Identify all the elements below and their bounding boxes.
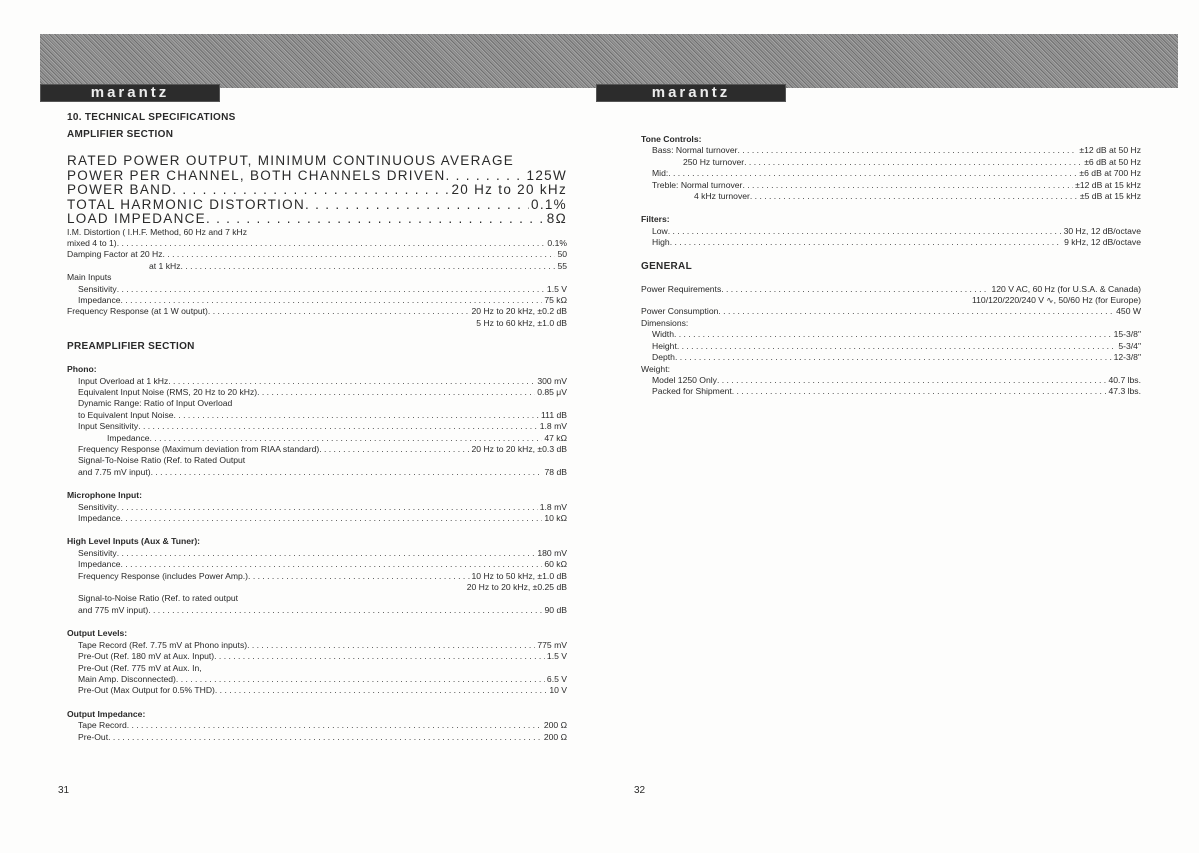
treble-normal-row: Treble: Normal turnover . . . ±12 dB at 15 kHz: [641, 180, 1141, 191]
phono-snr-line1: Signal-To-Noise Ratio (Ref. to Rated Output: [78, 455, 246, 466]
power-band-row: POWER BAND . . . 20 Hz to 20 kHz: [67, 183, 567, 198]
weight-label: Weight:: [641, 363, 670, 374]
shipping-weight-row: Packed for Shipment . . . 47.3 lbs.: [641, 386, 1141, 397]
output-impedance-label: Output Impedance:: [67, 708, 146, 719]
height-row: Height . . . 5-3/4": [641, 341, 1141, 352]
high-impedance-row: Impedance . . . 60 kΩ: [67, 559, 567, 570]
power-requirements-row: Power Requirements . . . 120 V AC, 60 Hz (for U.S.A. & Canada): [641, 284, 1141, 295]
im-distortion-row: mixed 4 to 1) . . . 0.1%: [67, 238, 567, 249]
page-number-left: 31: [58, 785, 70, 796]
phono-sensitivity-row: Input Sensitivity . . . 1.8 mV: [67, 421, 567, 432]
brand-logo-left: marantz: [40, 84, 220, 102]
low-filter-row: Low . . . 30 Hz, 12 dB/octave: [641, 226, 1141, 237]
high-snr-line1: Signal-to-Noise Ratio (Ref. to rated output: [78, 593, 239, 604]
amplifier-section-title: AMPLIFIER SECTION: [67, 129, 174, 140]
preout-aux-row: Pre-Out (Ref. 180 mV at Aux. Input) . . . 1.5 V: [67, 651, 567, 662]
high-snr-row: and 775 mV input) . . . 90 dB: [67, 605, 567, 616]
microphone-label: Microphone Input:: [67, 490, 142, 501]
mic-sensitivity-row: Sensitivity . . . 1.8 mV: [67, 502, 567, 513]
rated-power-row: POWER PER CHANNEL, BOTH CHANNELS DRIVEN . . . 125W: [67, 169, 567, 184]
page-number-right: 32: [634, 785, 646, 796]
oi-preout-row: Pre-Out . . . 200 Ω: [67, 732, 567, 743]
high-filter-row: High . . . 9 kHz, 12 dB/octave: [641, 237, 1141, 248]
frequency-response-line2: 5 Hz to 60 kHz, ±1.0 dB: [476, 317, 567, 328]
damping-20hz-row: Damping Factor at 20 Hz . . . 50: [67, 249, 567, 260]
frequency-response-row: Frequency Response (at 1 W output) . . . 20 Hz to 20 kHz, ±0.2 dB: [67, 306, 567, 317]
high-frequency-row: Frequency Response (includes Power Amp.) . . . 10 Hz to 50 kHz, ±1.0 dB: [67, 571, 567, 582]
tape-record-level-row: Tape Record (Ref. 7.75 mV at Phono inputs) . . . 775 mV: [67, 640, 567, 651]
output-levels-label: Output Levels:: [67, 628, 128, 639]
general-section-title: GENERAL: [641, 260, 692, 272]
model-weight-row: Model 1250 Only . . . 40.7 lbs.: [641, 375, 1141, 386]
main-inputs-label: Main Inputs: [67, 272, 112, 283]
high-level-label: High Level Inputs (Aux & Tuner):: [67, 536, 201, 547]
phono-snr-row: and 7.75 mV input) . . . 78 dB: [67, 467, 567, 478]
bass-250-row: 250 Hz turnover . . . ±6 dB at 50 Hz: [641, 157, 1141, 168]
mic-impedance-row: Impedance . . . 10 kΩ: [67, 513, 567, 524]
dynamic-range-line1: Dynamic Range: Ratio of Input Overload: [78, 398, 233, 409]
spec-heading: 10. TECHNICAL SPECIFICATIONS: [67, 112, 236, 123]
depth-row: Depth . . . 12-3/8": [641, 352, 1141, 363]
bass-normal-row: Bass: Normal turnover . . . ±12 dB at 50 Hz: [641, 145, 1141, 156]
main-sensitivity-row: Sensitivity . . . 1.5 V: [67, 284, 567, 295]
preout-max-row: Pre-Out (Max Output for 0.5% THD) . . . 10 V: [67, 685, 567, 696]
rated-power-line1: RATED POWER OUTPUT, MINIMUM CONTINUOUS AVERAGE: [67, 153, 515, 168]
im-distortion-line1: I.M. Distortion ( I.H.F. Method, 60 Hz and 7 kHz: [67, 226, 248, 237]
oi-tape-row: Tape Record . . . 200 Ω: [67, 720, 567, 731]
power-requirements-line2: 110/120/220/240 V ∿, 50/60 Hz (for Europe): [972, 295, 1141, 306]
preout-775-line1: Pre-Out (Ref. 775 mV at Aux. In,: [78, 662, 202, 673]
high-sensitivity-row: Sensitivity . . . 180 mV: [67, 548, 567, 559]
phono-noise-row: Equivalent Input Noise (RMS, 20 Hz to 20 kHz) . . . 0.85 μV: [67, 387, 567, 398]
width-row: Width . . . 15-3/8": [641, 329, 1141, 340]
phono-frequency-row: Frequency Response (Maximum deviation from RIAA standard) . . . 20 Hz to 20 kHz, ±0.3 dB: [67, 444, 567, 455]
tone-controls-label: Tone Controls:: [641, 134, 702, 144]
load-impedance-row: LOAD IMPEDANCE . . . 8Ω: [67, 212, 567, 227]
header-band-right: [600, 34, 1178, 88]
left-page: [67, 112, 567, 743]
high-frequency-line2: 20 Hz to 20 kHz, ±0.25 dB: [466, 582, 567, 593]
preamplifier-section-title: PREAMPLIFIER SECTION: [67, 341, 195, 353]
dimensions-label: Dimensions:: [641, 317, 689, 328]
phono-impedance-row: Impedance . . . 47 kΩ: [67, 433, 567, 444]
phono-overload-row: Input Overload at 1 kHz . . . 300 mV: [67, 376, 567, 387]
header-band-left: [40, 34, 600, 88]
phono-label: Phono:: [67, 364, 97, 375]
treble-4k-row: 4 kHz turnover . . . ±5 dB at 15 kHz: [641, 191, 1141, 202]
dynamic-range-row: to Equivalent Input Noise . . . 111 dB: [67, 410, 567, 421]
thd-row: TOTAL HARMONIC DISTORTION . . . 0.1%: [67, 198, 567, 213]
damping-1khz-row: at 1 kHz . . . 55: [67, 261, 567, 272]
power-consumption-row: Power Consumption . . . 450 W: [641, 306, 1141, 317]
right-page: [641, 134, 1141, 398]
filters-label: Filters:: [641, 214, 670, 225]
preout-775-row: Main Amp. Disconnected) . . . 6.5 V: [67, 674, 567, 685]
brand-logo-right: marantz: [596, 84, 786, 102]
main-impedance-row: Impedance . . . 75 kΩ: [67, 295, 567, 306]
mid-row: Mid: . . . ±6 dB at 700 Hz: [641, 168, 1141, 179]
